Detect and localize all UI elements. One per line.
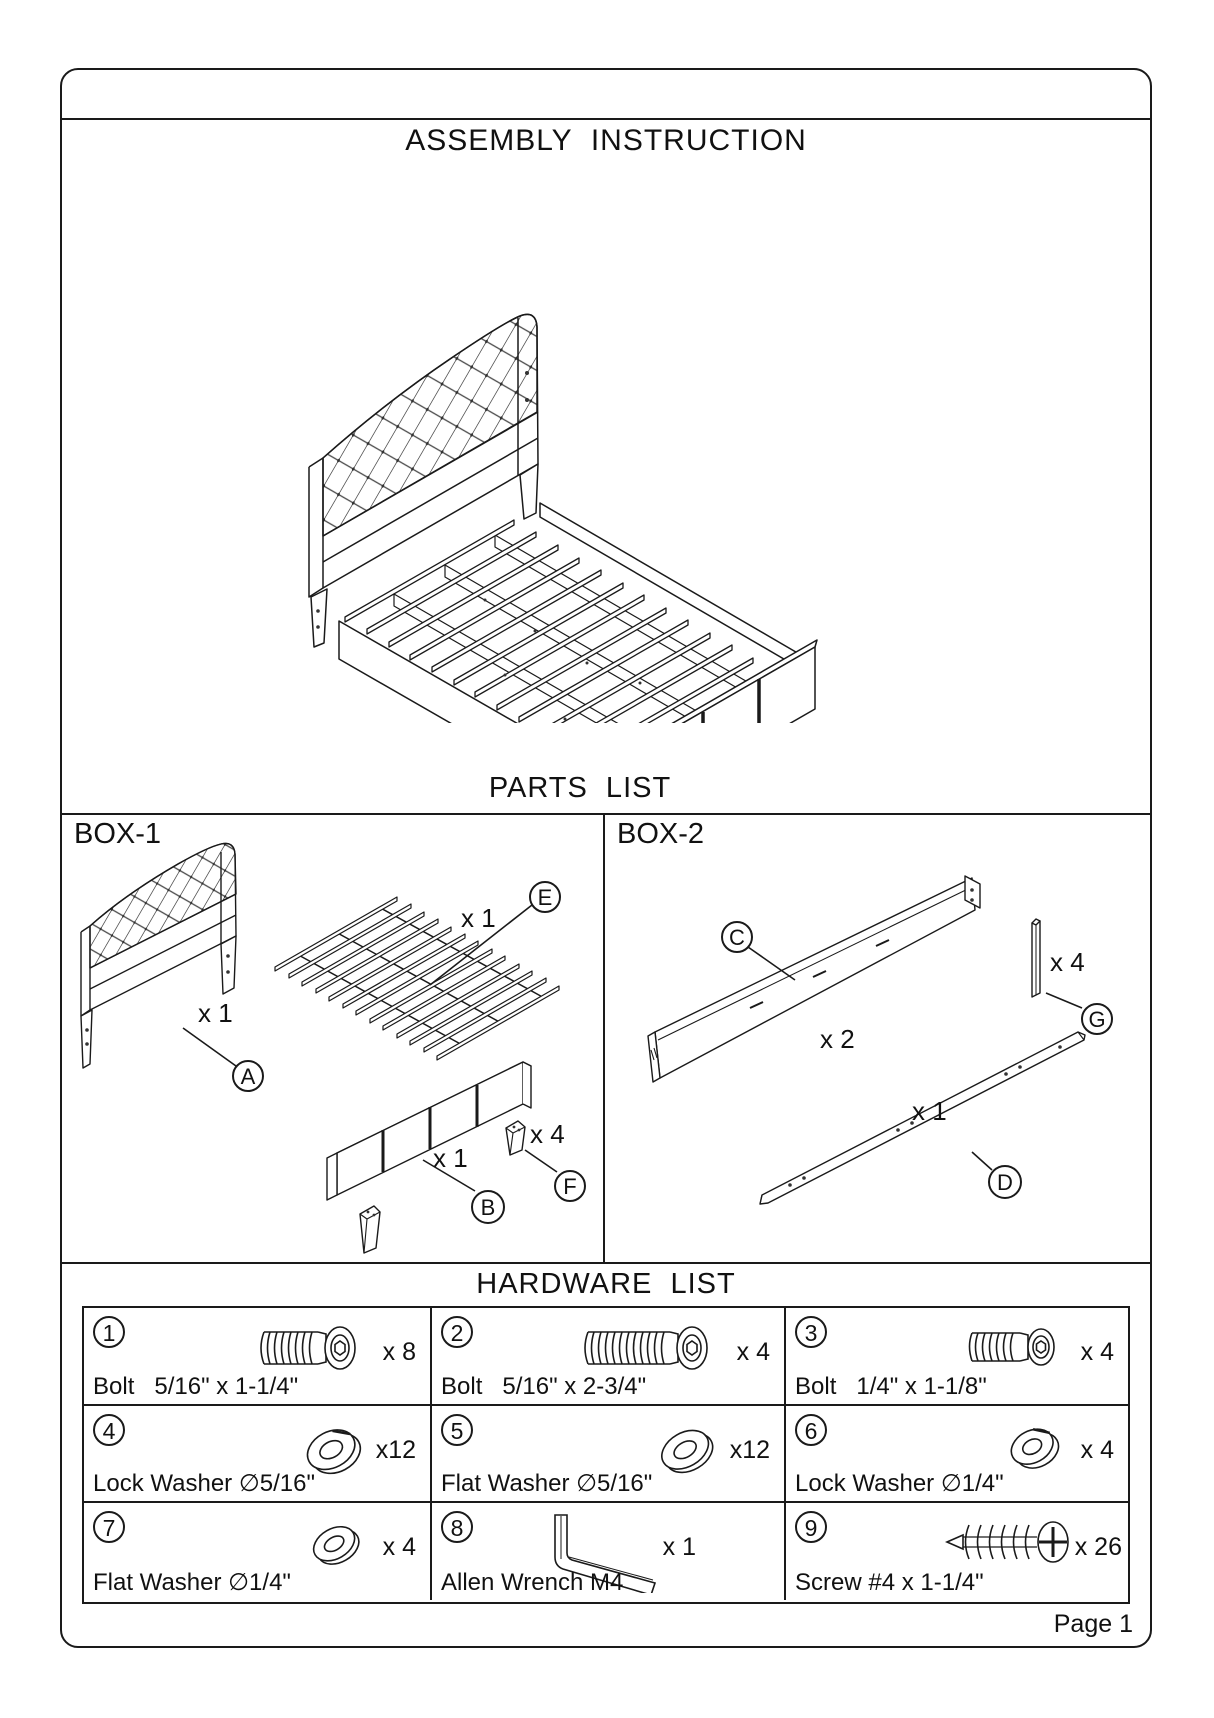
part-B-footboard-rail bbox=[327, 1062, 531, 1200]
item-3-number: 3 bbox=[795, 1316, 827, 1348]
item-6-qty: x 4 bbox=[1080, 1436, 1114, 1464]
part-C-letter: C bbox=[729, 925, 745, 950]
item-2-label: Bolt 5/16" x 2-3/4" bbox=[441, 1373, 647, 1400]
item-2-number: 2 bbox=[441, 1316, 473, 1348]
part-G-letter: G bbox=[1088, 1007, 1106, 1032]
screw-icon bbox=[941, 1517, 1076, 1567]
item-3-qty: x 4 bbox=[1080, 1338, 1114, 1366]
parts-box-divider bbox=[603, 813, 605, 1262]
item-1-number: 1 bbox=[93, 1316, 125, 1348]
hardware-item-5 bbox=[432, 1406, 786, 1503]
bed-assembly-illustration bbox=[235, 163, 875, 723]
hardware-item-7 bbox=[84, 1503, 432, 1600]
hardware-item-9 bbox=[786, 1503, 1128, 1600]
item-2-qty: x 4 bbox=[736, 1338, 770, 1366]
part-C-qty: x 2 bbox=[820, 1024, 855, 1054]
item-6-label: Lock Washer ∅1/4" bbox=[795, 1470, 1004, 1497]
part-B-letter: B bbox=[480, 1195, 496, 1220]
bolt-icon bbox=[576, 1320, 726, 1376]
page-title: ASSEMBLY INSTRUCTION bbox=[405, 124, 807, 157]
item-8-label: Allen Wrench M4 bbox=[441, 1569, 624, 1596]
item-8-qty: x 1 bbox=[662, 1533, 696, 1561]
flat-washer-icon bbox=[652, 1414, 722, 1488]
hardware-item-6 bbox=[786, 1406, 1128, 1503]
part-G-qty: x 4 bbox=[1050, 947, 1085, 977]
part-F-leg-block-2 bbox=[360, 1206, 380, 1253]
hardware-item-2 bbox=[432, 1308, 786, 1406]
part-A-letter: A bbox=[240, 1064, 256, 1089]
item-3-label: Bolt 1/4" x 1-1/8" bbox=[795, 1373, 987, 1400]
item-1-label: Bolt 5/16" x 1-1/4" bbox=[93, 1373, 299, 1400]
item-4-number: 4 bbox=[93, 1414, 125, 1446]
item-9-number: 9 bbox=[795, 1511, 827, 1543]
page-number: Page 1 bbox=[1053, 1610, 1133, 1638]
item-4-qty: x12 bbox=[375, 1436, 416, 1464]
part-A-headboard bbox=[78, 838, 293, 1093]
part-E-letter: E bbox=[537, 885, 553, 910]
hardware-item-1 bbox=[84, 1308, 432, 1406]
box1-label: BOX-1 bbox=[74, 818, 162, 850]
part-B-F-group bbox=[290, 1040, 600, 1255]
lock-washer-icon bbox=[1002, 1414, 1066, 1482]
item-6-number: 6 bbox=[795, 1414, 827, 1446]
item-5-label: Flat Washer ∅5/16" bbox=[441, 1470, 653, 1497]
item-7-qty: x 4 bbox=[382, 1533, 416, 1561]
flat-washer-icon bbox=[304, 1511, 368, 1579]
hardware-item-8 bbox=[432, 1503, 786, 1600]
part-A-qty: x 1 bbox=[198, 998, 233, 1028]
part-F-leg-block bbox=[506, 1121, 525, 1155]
part-F-qty: x 4 bbox=[530, 1119, 565, 1149]
item-9-label: Screw #4 x 1-1/4" bbox=[795, 1569, 984, 1596]
item-7-label: Flat Washer ∅1/4" bbox=[93, 1569, 291, 1596]
header-divider-line bbox=[61, 118, 1151, 120]
item-7-number: 7 bbox=[93, 1511, 125, 1543]
parts-bottom-line bbox=[61, 1262, 1151, 1264]
part-D-qty: x 1 bbox=[912, 1096, 947, 1126]
item-5-qty: x12 bbox=[729, 1436, 770, 1464]
hardware-list-heading: HARDWARE LIST bbox=[476, 1268, 736, 1300]
bolt-icon bbox=[252, 1320, 372, 1376]
part-B-qty: x 1 bbox=[433, 1143, 468, 1173]
item-5-number: 5 bbox=[441, 1414, 473, 1446]
part-E-slats bbox=[275, 897, 559, 1060]
part-E-qty: x 1 bbox=[461, 903, 496, 933]
item-8-number: 8 bbox=[441, 1511, 473, 1543]
hardware-item-4 bbox=[84, 1406, 432, 1503]
box2-label: BOX-2 bbox=[617, 818, 705, 850]
item-9-qty: x 26 bbox=[1074, 1533, 1122, 1561]
item-1-qty: x 8 bbox=[382, 1338, 416, 1366]
hardware-table bbox=[82, 1306, 1130, 1604]
parts-list-heading: PARTS LIST bbox=[488, 772, 672, 804]
part-F-letter: F bbox=[563, 1174, 577, 1199]
item-4-label: Lock Washer ∅5/16" bbox=[93, 1470, 315, 1497]
part-D-center-rail bbox=[700, 1010, 1120, 1210]
part-D-letter: D bbox=[997, 1170, 1013, 1195]
parts-top-line bbox=[61, 813, 1151, 815]
part-E-slat-roll bbox=[265, 855, 575, 1065]
bolt-icon bbox=[962, 1320, 1070, 1372]
hardware-item-3 bbox=[786, 1308, 1128, 1406]
